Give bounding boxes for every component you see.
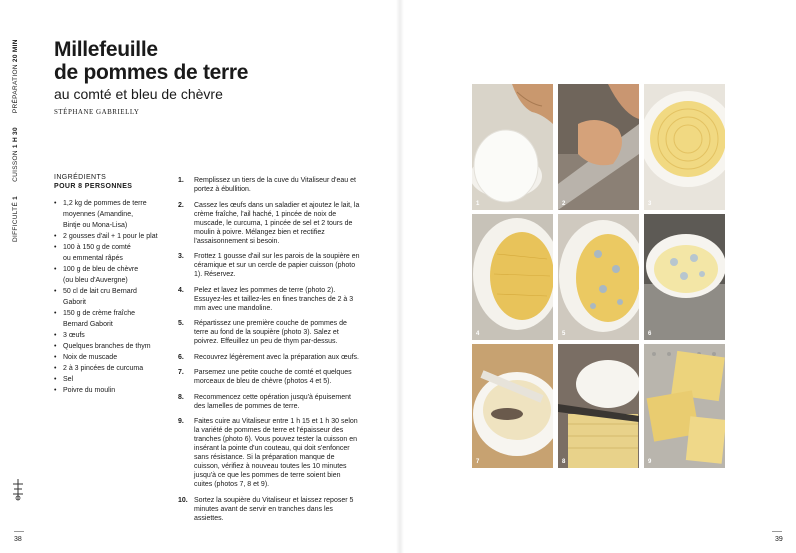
photo-3 xyxy=(644,84,725,210)
photo-5 xyxy=(558,214,639,340)
ingredient-item: • Poivre du moulin xyxy=(54,385,172,396)
recipe-step xyxy=(178,176,360,194)
photo-7 xyxy=(472,344,553,468)
photo-number: 8 xyxy=(562,459,566,465)
ingredients-label: INGRÉDIENTS xyxy=(54,174,107,181)
photo-number: 3 xyxy=(648,201,652,207)
recipe-title-line1: Millefeuille xyxy=(54,38,158,61)
photo-number: 2 xyxy=(562,201,566,207)
recipe-step xyxy=(178,496,360,523)
ingredient-item: • Sel xyxy=(54,374,172,385)
step-number: 4. xyxy=(178,286,184,294)
step-number: 8. xyxy=(178,393,184,401)
recipe-info-strip xyxy=(8,32,22,242)
recipe-step xyxy=(178,353,360,362)
difficulty-info: DIFFICULTÉ 1 xyxy=(11,195,19,242)
recipe-title-line2: de pommes de terre xyxy=(54,61,249,84)
photo-2 xyxy=(558,84,639,210)
step-text: Recommencez cette opération jusqu'à épuisement des lamelles de pommes de terre. xyxy=(194,393,351,410)
step-number: 10. xyxy=(178,496,188,504)
step-text: Frottez 1 gousse d'ail sur les parois de la soupière en céramique et sur un cercle de papier cuisson (photo 1). Réservez. xyxy=(194,253,360,278)
preparation-time-info: PRÉPARATION 20 MIN xyxy=(11,39,19,114)
ingredient-item: Bernard Gaborit xyxy=(63,321,113,328)
recipe-step xyxy=(178,368,360,386)
ingredients-heading xyxy=(54,173,132,191)
recipe-step xyxy=(178,201,360,246)
step-text: Sortez la soupière du Vitaliseur et laissez reposer 5 minutes avant de servir en tranches dans les assiettes. xyxy=(194,496,354,522)
servings-label: POUR 8 PERSONNES xyxy=(54,183,133,190)
step-text: Répartissez une première couche de pommes de terre au fond de la soupière (photo 3). Salez et poivrez. Effeuillez un peu de thym par-dessus. xyxy=(194,320,347,345)
photo-number: 1 xyxy=(476,201,480,207)
ingredient-item: Bintje ou Mona-Lisa) xyxy=(63,222,128,229)
step-number: 1. xyxy=(178,177,184,184)
photo-8 xyxy=(558,344,639,468)
ingredient-item: • 1,2 kg de pommes de terre xyxy=(54,198,172,209)
steps-list xyxy=(178,176,360,529)
page-rule-left xyxy=(14,531,24,532)
ingredient-item: moyennes (Amandine, xyxy=(63,211,134,218)
photo-number: 9 xyxy=(648,459,652,465)
ingredient-item: Gaborit xyxy=(63,299,86,306)
photo-number: 6 xyxy=(648,331,652,337)
photo-number: 5 xyxy=(562,331,566,337)
recipe-step xyxy=(178,286,360,313)
photo-9 xyxy=(644,344,725,468)
ingredient-item: • 2 gousses d'ail + 1 pour le plat xyxy=(54,231,172,242)
photo-number: 4 xyxy=(476,331,480,337)
step-text: Faites cuire au Vitaliseur entre 1 h 15 et 1 h 30 selon la variété de pommes de terre et l'épaisseur des tranches (photo 6). Vous pouvez tester la cuisson en insérant la pointe d'un couteau, qui doit s'enfoncer sans résistance. Si la préparation manque de cuisson, vérifiez à nouveau toutes les 10 minutes jusqu'à ce que les pommes de terre soient bien cuites (photos 7, 8 et 9). xyxy=(194,418,358,488)
book-gutter xyxy=(396,0,404,553)
recipe-subtitle: au comté et bleu de chèvre xyxy=(54,86,223,102)
recipe-step xyxy=(178,252,360,279)
ingredient-item: • 50 cl de lait cru Bernard xyxy=(54,286,172,297)
photo-4 xyxy=(472,214,553,340)
ingredient-item: (ou bleu d'Auvergne) xyxy=(63,277,128,284)
ingredient-item: • Noix de muscade xyxy=(54,352,172,363)
step-text: Recouvrez légèrement avec la préparation aux œufs. xyxy=(194,353,359,361)
page-number-right: 39 xyxy=(775,536,783,543)
step-number: 3. xyxy=(178,253,184,260)
ingredient-item: • 2 à 3 pincées de curcuma xyxy=(54,363,172,374)
step-number: 2. xyxy=(178,201,184,209)
step-number: 9. xyxy=(178,418,184,425)
step-text: Cassez les œufs dans un saladier et ajoutez le lait, la crème fraîche, l'ail haché, 1 pincée de noix de muscade, le curcuma, 1 pincée de sel et 2 tours de moulin à poivre. Mélangez bien et rectifiez l'assaisonnement si besoin. xyxy=(194,201,360,245)
photo-6 xyxy=(644,214,725,340)
step-text: Remplissez un tiers de la cuve du Vitaliseur d'eau et portez à ébullition. xyxy=(194,177,356,193)
recipe-step xyxy=(178,417,360,489)
ingredient-item: • 150 g de crème fraîche xyxy=(54,308,172,319)
step-text: Pelez et lavez les pommes de terre (photo 2). Essuyez-les et taillez-les en fines tranches de 2 à 3 mm avec une mandoline. xyxy=(194,286,354,312)
ingredient-item: • Quelques branches de thym xyxy=(54,341,172,352)
ingredient-item: • 100 g de bleu de chèvre xyxy=(54,264,172,275)
step-text: Parsemez une petite couche de comté et quelques morceaux de bleu de chèvre (photos 4 et 5). xyxy=(194,369,352,385)
photo-number: 7 xyxy=(476,459,480,465)
photo-1 xyxy=(472,84,553,210)
step-number: 6. xyxy=(178,353,184,361)
brand-logo-icon xyxy=(11,478,25,502)
step-number: 5. xyxy=(178,320,184,327)
ingredient-item: ou emmental râpés xyxy=(63,255,123,262)
cooking-time-info: CUISSON 1 H 30 xyxy=(11,127,19,182)
ingredient-item: • 100 à 150 g de comté xyxy=(54,242,172,253)
recipe-author: STÉPHANE GABRIELLY xyxy=(54,108,140,116)
page-rule-right xyxy=(772,531,782,532)
ingredients-list xyxy=(54,198,172,396)
page-number-left: 38 xyxy=(14,536,22,543)
ingredient-item: • 3 œufs xyxy=(54,330,172,341)
recipe-step xyxy=(178,393,360,411)
recipe-step xyxy=(178,319,360,346)
step-number: 7. xyxy=(178,369,184,376)
